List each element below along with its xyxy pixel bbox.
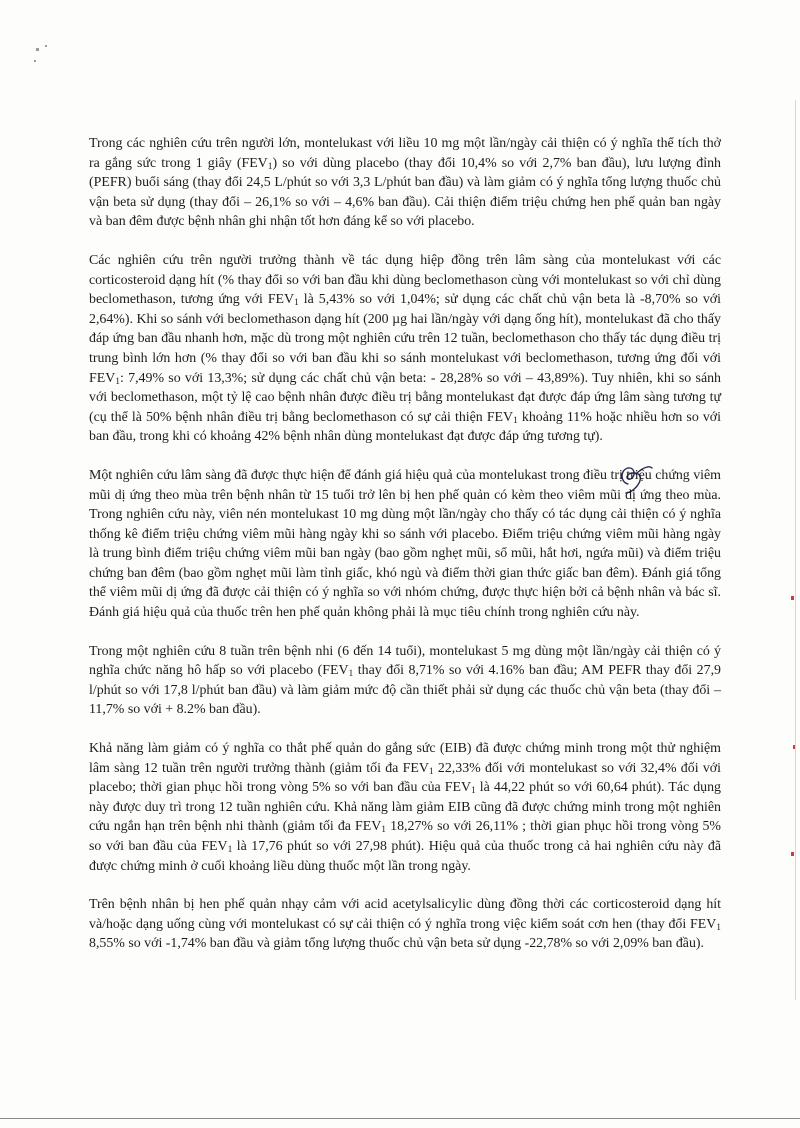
text-segment: là 44,22 phút so với 60,64 phút). Tác dụng này được duy trì trong 12 tuần nghiên cứu. Khả năng làm giảm EIB cũng đã được chứng minh trong một nghiên cứu ngắn hạn trên bệnh nhi thành (giảm tối đa FEV xyxy=(89,780,722,835)
text-segment: Một nghiên cứu lâm sàng đã được thực hiện để đánh giá hiệu quả của montelukast trong điều trị triệu chứng viêm mũi dị ứng theo mùa trên bệnh nhân từ 15 tuổi trở lên bị hen phế quản có kèm theo viêm mũi dị ứng theo mùa. Trong nghiên cứu này, viên nén montelukast 10 mg dùng một lần/ngày cho thấy có tác dụng cải thiện có ý nghĩa thống kê điểm triệu chứng viêm mũi hàng ngày khi so sánh với placebo. Điểm triệu chứng viêm mũi hàng ngày là trung bình điểm triệu chứng viêm mũi ban ngày (bao gồm nghẹt mũi, sổ mũi, hắt hơi, ngứa mũi) và điểm triệu chứng ban đêm (bao gồm nghẹt mũi làm tỉnh giấc, khó ngủ và điểm thời gian thức giấc ban đêm). Đánh giá tổng thể viêm mũi dị ứng đã được cải thiện có ý nghĩa so với nhóm chứng, được thực hiện bởi cả bệnh nhân và bác sĩ. Đánh giá hiệu quả của thuốc trên hen phế quản không phải là mục tiêu chính trong nghiên cứu này. xyxy=(89,467,721,621)
scan-speck xyxy=(791,596,794,600)
subscript: 1 xyxy=(115,376,120,387)
subscript: 1 xyxy=(348,669,354,680)
scan-speck xyxy=(36,48,39,51)
subscript: 1 xyxy=(267,161,273,172)
subscript: 1 xyxy=(294,298,299,309)
scan-speck xyxy=(34,60,36,62)
subscript: 1 xyxy=(428,766,434,777)
paragraph-allergic-rhinitis xyxy=(89,466,721,623)
scan-edge-line xyxy=(795,100,796,1000)
text-segment: là 17,76 phút so với 27,98 phút). Hiệu quả của thuốc trong cả hai nghiên cứu này đã được chứng minh ở cuối khoảng liều dùng thuốc một lần trong ngày. xyxy=(89,839,721,874)
paragraph-exercise-induced-bronchoconstriction xyxy=(89,739,721,876)
text-segment: : 7,49% so với 13,3%; sử dụng các chất chủ vận beta: - 28,28% so với – 43,89%). Tuy nhiên, khi so sánh với beclomethason, một tỷ lệ cao bệnh nhân được điều trị bằng montelukast đạt được đáp ứng lâm sàng tương tự (cụ thể là 50% bệnh nhân điều trị bằng beclomethason có sự cải thiện FEV xyxy=(89,370,721,425)
paragraph-adult-fev1-study xyxy=(89,134,721,232)
text-segment: thay đổi 8,71% so với 4.16% ban đầu; AM PEFR thay đổi 27,9 l/phút so với 17,8 l/phút ban đầu) và làm giảm mức độ cần thiết phải sử dụng các thuốc chủ vận beta (thay đổi – 11,7% so với + 8.2% ban đầu). xyxy=(89,663,721,718)
text-segment: Các nghiên cứu trên người trưởng thành về tác dụng hiệp đồng trên lâm sàng của montelukast với các corticosteroid dạng hít (% thay đổi so với ban đầu khi dùng beclomethason cùng với montelukast so với chỉ dùng beclomethason, tương ứng với FEV xyxy=(89,252,721,308)
text-segment: Khả năng làm giảm có ý nghĩa co thắt phế quản do gắng sức (EIB) đã được chứng minh trong một thử nghiệm lâm sàng 12 tuần trên người trưởng thành (giảm tối đa FEV xyxy=(89,741,721,776)
scan-bottom-rule xyxy=(0,1118,800,1119)
text-segment: Trong các nghiên cứu trên người lớn, montelukast với liều 10 mg một lần/ngày cải thiện có ý nghĩa thể tích thở ra gắng sức trong 1 giây (FEV xyxy=(89,136,721,171)
subscript: 1 xyxy=(381,825,387,836)
scan-speck xyxy=(45,45,47,47)
text-segment: ) so với dùng placebo (thay đổi 10,4% so với 2,7% ban đầu), lưu lượng đỉnh (PEFR) buổi sáng (thay đổi 24,5 L/phút so với 3,3 L/phút ban đầu) và làm giảm có ý nghĩa tổng lượng thuốc chủ vận beta sử dụng (thay đổi – 26,1% so với – 4,6% ban đầu). Cải thiện điểm triệu chứng hen phế quản ban ngày và ban đêm được bệnh nhân ghi nhận tốt hơn đáng kể so với placebo. xyxy=(89,155,721,230)
paragraph-corticosteroid-synergy xyxy=(89,251,721,447)
text-segment: Trên bệnh nhân bị hen phế quản nhạy cảm với acid acetylsalicylic dùng đồng thời các corticosteroid dạng hít và/hoặc dạng uống cùng với montelukast có sự cải thiện có ý nghĩa trong việc kiểm soát cơn hen (thay đổi FEV xyxy=(89,897,721,932)
text-segment: Trong một nghiên cứu 8 tuần trên bệnh nhi (6 đến 14 tuổi), montelukast 5 mg dùng một lần/ngày cải thiện có ý nghĩa chức năng hô hấp so với placebo (FEV xyxy=(89,643,721,679)
paragraph-pediatric-8-week xyxy=(89,642,721,720)
subscript: 1 xyxy=(471,786,476,797)
document-body xyxy=(89,134,721,973)
scan-speck xyxy=(791,852,794,856)
text-segment: 18,27% so với 26,11% ; thời gian phục hồi trong vòng 5% so với ban đầu của FEV xyxy=(89,819,721,854)
text-segment: 22,33% đối với montelukast so với 32,4% đối với placebo; thời gian phục hồi trong vòng 5% so với ban đầu của FEV xyxy=(89,760,721,796)
text-segment: 8,55% so với -1,74% ban đầu và giảm tổng lượng thuốc chủ vận beta sử dụng -22,78% so với 2,09% ban đầu). xyxy=(89,936,704,952)
subscript: 1 xyxy=(716,922,721,933)
subscript: 1 xyxy=(513,415,518,426)
text-segment: là 5,43% so với 1,04%; sử dụng các chất chủ vận beta là -8,70% so với 2,64%). Khi so sánh với beclomethason dạng hít (200 µg hai lần/ngày với dạng ống hít), montelukast đã cho thấy đáp ứng ban đầu nhanh hơn, mặc dù trong một nghiên cứu trên 12 tuần, beclomethason cho thấy tác dụng điều trị trung bình lớn hơn (% thay đổi so với ban đầu khi so sánh montelukast với beclomethason, tương ứng đối với FEV xyxy=(89,292,721,386)
subscript: 1 xyxy=(227,845,233,855)
text-segment: khoảng 11% hoặc nhiều hơn so với ban đầu, trong khi có khoảng 42% bệnh nhân dùng montelukast đạt được đáp ứng tương tự). xyxy=(89,409,722,445)
paragraph-aspirin-sensitive-asthma xyxy=(89,895,721,954)
